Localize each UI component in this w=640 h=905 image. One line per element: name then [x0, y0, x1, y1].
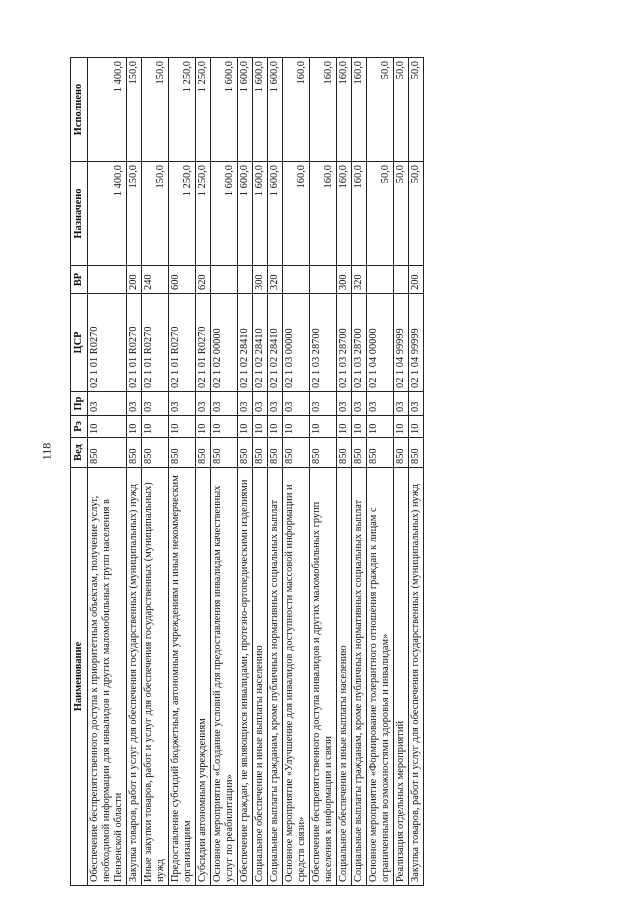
cell-vr [211, 266, 238, 294]
cell-executed: 1 250,0 [196, 58, 211, 162]
table-row [127, 58, 142, 886]
cell-rz: 10 [88, 416, 127, 438]
cell-ved: 850 [310, 438, 337, 468]
cell-rz: 10 [337, 416, 352, 438]
cell-pr: 03 [142, 392, 169, 416]
cell-executed: 1 250,0 [169, 58, 196, 162]
cell-rz: 10 [367, 416, 394, 438]
cell-rz: 10 [310, 416, 337, 438]
cell-name: Иные закупки товаров, работ и услуг для обеспечения государственных (муниципальных) нужд [142, 468, 169, 886]
cell-pr: 03 [352, 392, 367, 416]
cell-name: Социальные выплаты гражданам, кроме публичных нормативных социальных выплат [352, 468, 367, 886]
cell-assigned: 1 250,0 [169, 162, 196, 266]
table-row [409, 58, 424, 886]
cell-csr: 02 1 01 R0270 [196, 294, 211, 392]
cell-assigned: 150,0 [127, 162, 142, 266]
cell-name: Обеспечение беспрепятственного доступа к приоритетным объектам, получение услуг, необходимой информации для инвалидов и других маломобильных групп населения в Пензенской области [88, 468, 127, 886]
cell-vr: 600 [169, 266, 196, 294]
cell-name: Предоставление субсидий бюджетным, автономным учреждениям и иным некоммерческим организациям [169, 468, 196, 886]
header-rz: Рз [71, 416, 88, 438]
table-row [367, 58, 394, 886]
cell-assigned: 160,0 [337, 162, 352, 266]
cell-executed: 160,0 [310, 58, 337, 162]
table-row [142, 58, 169, 886]
cell-ved: 850 [238, 438, 253, 468]
cell-ved: 850 [367, 438, 394, 468]
cell-vr: 200 [127, 266, 142, 294]
cell-vr: 300 [337, 266, 352, 294]
table-row [211, 58, 238, 886]
cell-executed: 1 600,0 [253, 58, 268, 162]
header-name: Наименование [71, 468, 88, 886]
cell-vr [283, 266, 310, 294]
cell-csr: 02 1 03 00000 [283, 294, 310, 392]
table-row [352, 58, 367, 886]
cell-name: Субсидии автономным учреждениям [196, 468, 211, 886]
cell-executed: 50,0 [409, 58, 424, 162]
cell-vr: 200 [409, 266, 424, 294]
cell-rz: 10 [196, 416, 211, 438]
cell-ved: 850 [169, 438, 196, 468]
cell-assigned: 1 400,0 [88, 162, 127, 266]
cell-vr: 320 [352, 266, 367, 294]
cell-name: Основное мероприятие «Создание условий для предоставления инвалидам качественных услуг по реабилитации» [211, 468, 238, 886]
cell-name: Социальное обеспечение и иные выплаты населению [337, 468, 352, 886]
cell-ved: 850 [352, 438, 367, 468]
cell-rz: 10 [169, 416, 196, 438]
table-row [268, 58, 283, 886]
table-row [253, 58, 268, 886]
cell-rz: 10 [394, 416, 409, 438]
header-csr: ЦСР [71, 294, 88, 392]
cell-executed: 160,0 [337, 58, 352, 162]
cell-ved: 850 [196, 438, 211, 468]
cell-assigned: 150,0 [142, 162, 169, 266]
table-header-row [71, 58, 88, 886]
cell-rz: 10 [127, 416, 142, 438]
cell-rz: 10 [238, 416, 253, 438]
cell-csr: 02 1 01 R0270 [169, 294, 196, 392]
cell-pr: 03 [283, 392, 310, 416]
cell-executed: 50,0 [367, 58, 394, 162]
cell-name: Закупка товаров, работ и услуг для обеспечения государственных (муниципальных) нужд [127, 468, 142, 886]
cell-pr: 03 [367, 392, 394, 416]
cell-ved: 850 [88, 438, 127, 468]
cell-vr [88, 266, 127, 294]
table-row [310, 58, 337, 886]
cell-assigned: 160,0 [283, 162, 310, 266]
cell-vr: 620 [196, 266, 211, 294]
cell-pr: 03 [394, 392, 409, 416]
cell-executed: 1 600,0 [211, 58, 238, 162]
table-row [238, 58, 253, 886]
cell-vr: 300 [253, 266, 268, 294]
table-row [196, 58, 211, 886]
cell-ved: 850 [142, 438, 169, 468]
cell-executed: 1 400,0 [88, 58, 127, 162]
cell-csr: 02 1 02 00000 [211, 294, 238, 392]
cell-rz: 10 [268, 416, 283, 438]
cell-name: Социальное обеспечение и иные выплаты населению [253, 468, 268, 886]
cell-executed: 1 600,0 [238, 58, 253, 162]
table-row [394, 58, 409, 886]
cell-csr: 02 1 03 28700 [310, 294, 337, 392]
header-vr: ВР [71, 266, 88, 294]
cell-executed: 50,0 [394, 58, 409, 162]
cell-name: Социальные выплаты гражданам, кроме публичных нормативных социальных выплат [268, 468, 283, 886]
budget-table [70, 57, 424, 886]
cell-pr: 03 [337, 392, 352, 416]
cell-name: Обеспечение граждан, не являющихся инвалидами, протезно-ортопедическими изделиями [238, 468, 253, 886]
cell-ved: 850 [409, 438, 424, 468]
cell-csr: 02 1 02 28410 [238, 294, 253, 392]
header-ved: Вед [71, 438, 88, 468]
cell-executed: 160,0 [352, 58, 367, 162]
table-row [337, 58, 352, 886]
cell-csr: 02 1 03 28700 [337, 294, 352, 392]
cell-csr: 02 1 02 28410 [253, 294, 268, 392]
cell-csr: 02 1 01 R0270 [88, 294, 127, 392]
cell-rz: 10 [409, 416, 424, 438]
cell-pr: 03 [88, 392, 127, 416]
cell-rz: 10 [142, 416, 169, 438]
cell-name: Основное мероприятие «Улучшение для инвалидов доступности массовой информации и средств связи» [283, 468, 310, 886]
cell-assigned: 50,0 [367, 162, 394, 266]
cell-name: Реализация отдельных мероприятий [394, 468, 409, 886]
cell-csr: 02 1 02 28410 [268, 294, 283, 392]
cell-assigned: 1 600,0 [238, 162, 253, 266]
cell-vr: 320 [268, 266, 283, 294]
cell-ved: 850 [253, 438, 268, 468]
cell-assigned: 1 600,0 [211, 162, 238, 266]
table-row [88, 58, 127, 886]
cell-assigned: 160,0 [310, 162, 337, 266]
cell-assigned: 160,0 [352, 162, 367, 266]
cell-name: Основное мероприятие «Формирование толерантного отношения граждан к лицам с ограниченными возможностями здоровья и инвалидам» [367, 468, 394, 886]
cell-rz: 10 [352, 416, 367, 438]
cell-pr: 03 [196, 392, 211, 416]
cell-csr: 02 1 04 00000 [367, 294, 394, 392]
cell-executed: 160,0 [283, 58, 310, 162]
rotated-table-inner [70, 58, 560, 886]
cell-pr: 03 [409, 392, 424, 416]
cell-executed: 1 600,0 [268, 58, 283, 162]
cell-executed: 150,0 [127, 58, 142, 162]
cell-assigned: 1 600,0 [253, 162, 268, 266]
cell-pr: 03 [253, 392, 268, 416]
cell-csr: 02 1 01 R0270 [142, 294, 169, 392]
cell-csr: 02 1 01 R0270 [127, 294, 142, 392]
cell-csr: 02 1 04 99999 [409, 294, 424, 392]
header-assigned: Назначено [71, 162, 88, 266]
cell-rz: 10 [283, 416, 310, 438]
cell-pr: 03 [127, 392, 142, 416]
header-pr: Пр [71, 392, 88, 416]
cell-pr: 03 [211, 392, 238, 416]
cell-pr: 03 [238, 392, 253, 416]
cell-pr: 03 [268, 392, 283, 416]
cell-name: Закупка товаров, работ и услуг для обеспечения государственных (муниципальных) нужд [409, 468, 424, 886]
cell-vr [310, 266, 337, 294]
cell-assigned: 50,0 [394, 162, 409, 266]
cell-vr [367, 266, 394, 294]
cell-assigned: 50,0 [409, 162, 424, 266]
cell-vr: 240 [142, 266, 169, 294]
cell-csr: 02 1 03 28700 [352, 294, 367, 392]
table-row [283, 58, 310, 886]
cell-ved: 850 [268, 438, 283, 468]
cell-rz: 10 [211, 416, 238, 438]
cell-ved: 850 [394, 438, 409, 468]
cell-pr: 03 [169, 392, 196, 416]
cell-pr: 03 [310, 392, 337, 416]
cell-assigned: 1 600,0 [268, 162, 283, 266]
rotated-table-container [70, 58, 640, 882]
cell-csr: 02 1 04 99999 [394, 294, 409, 392]
cell-ved: 850 [337, 438, 352, 468]
cell-name: Обеспечение беспрепятственного доступа инвалидов и других маломобильных групп населения к информации и связи [310, 468, 337, 886]
cell-vr [238, 266, 253, 294]
cell-rz: 10 [253, 416, 268, 438]
cell-ved: 850 [283, 438, 310, 468]
table-body [88, 58, 424, 886]
cell-assigned: 1 250,0 [196, 162, 211, 266]
table-row [169, 58, 196, 886]
page-number: 118 [39, 442, 54, 461]
header-executed: Исполнено [71, 58, 88, 162]
cell-executed: 150,0 [142, 58, 169, 162]
cell-ved: 850 [211, 438, 238, 468]
cell-ved: 850 [127, 438, 142, 468]
cell-vr [394, 266, 409, 294]
